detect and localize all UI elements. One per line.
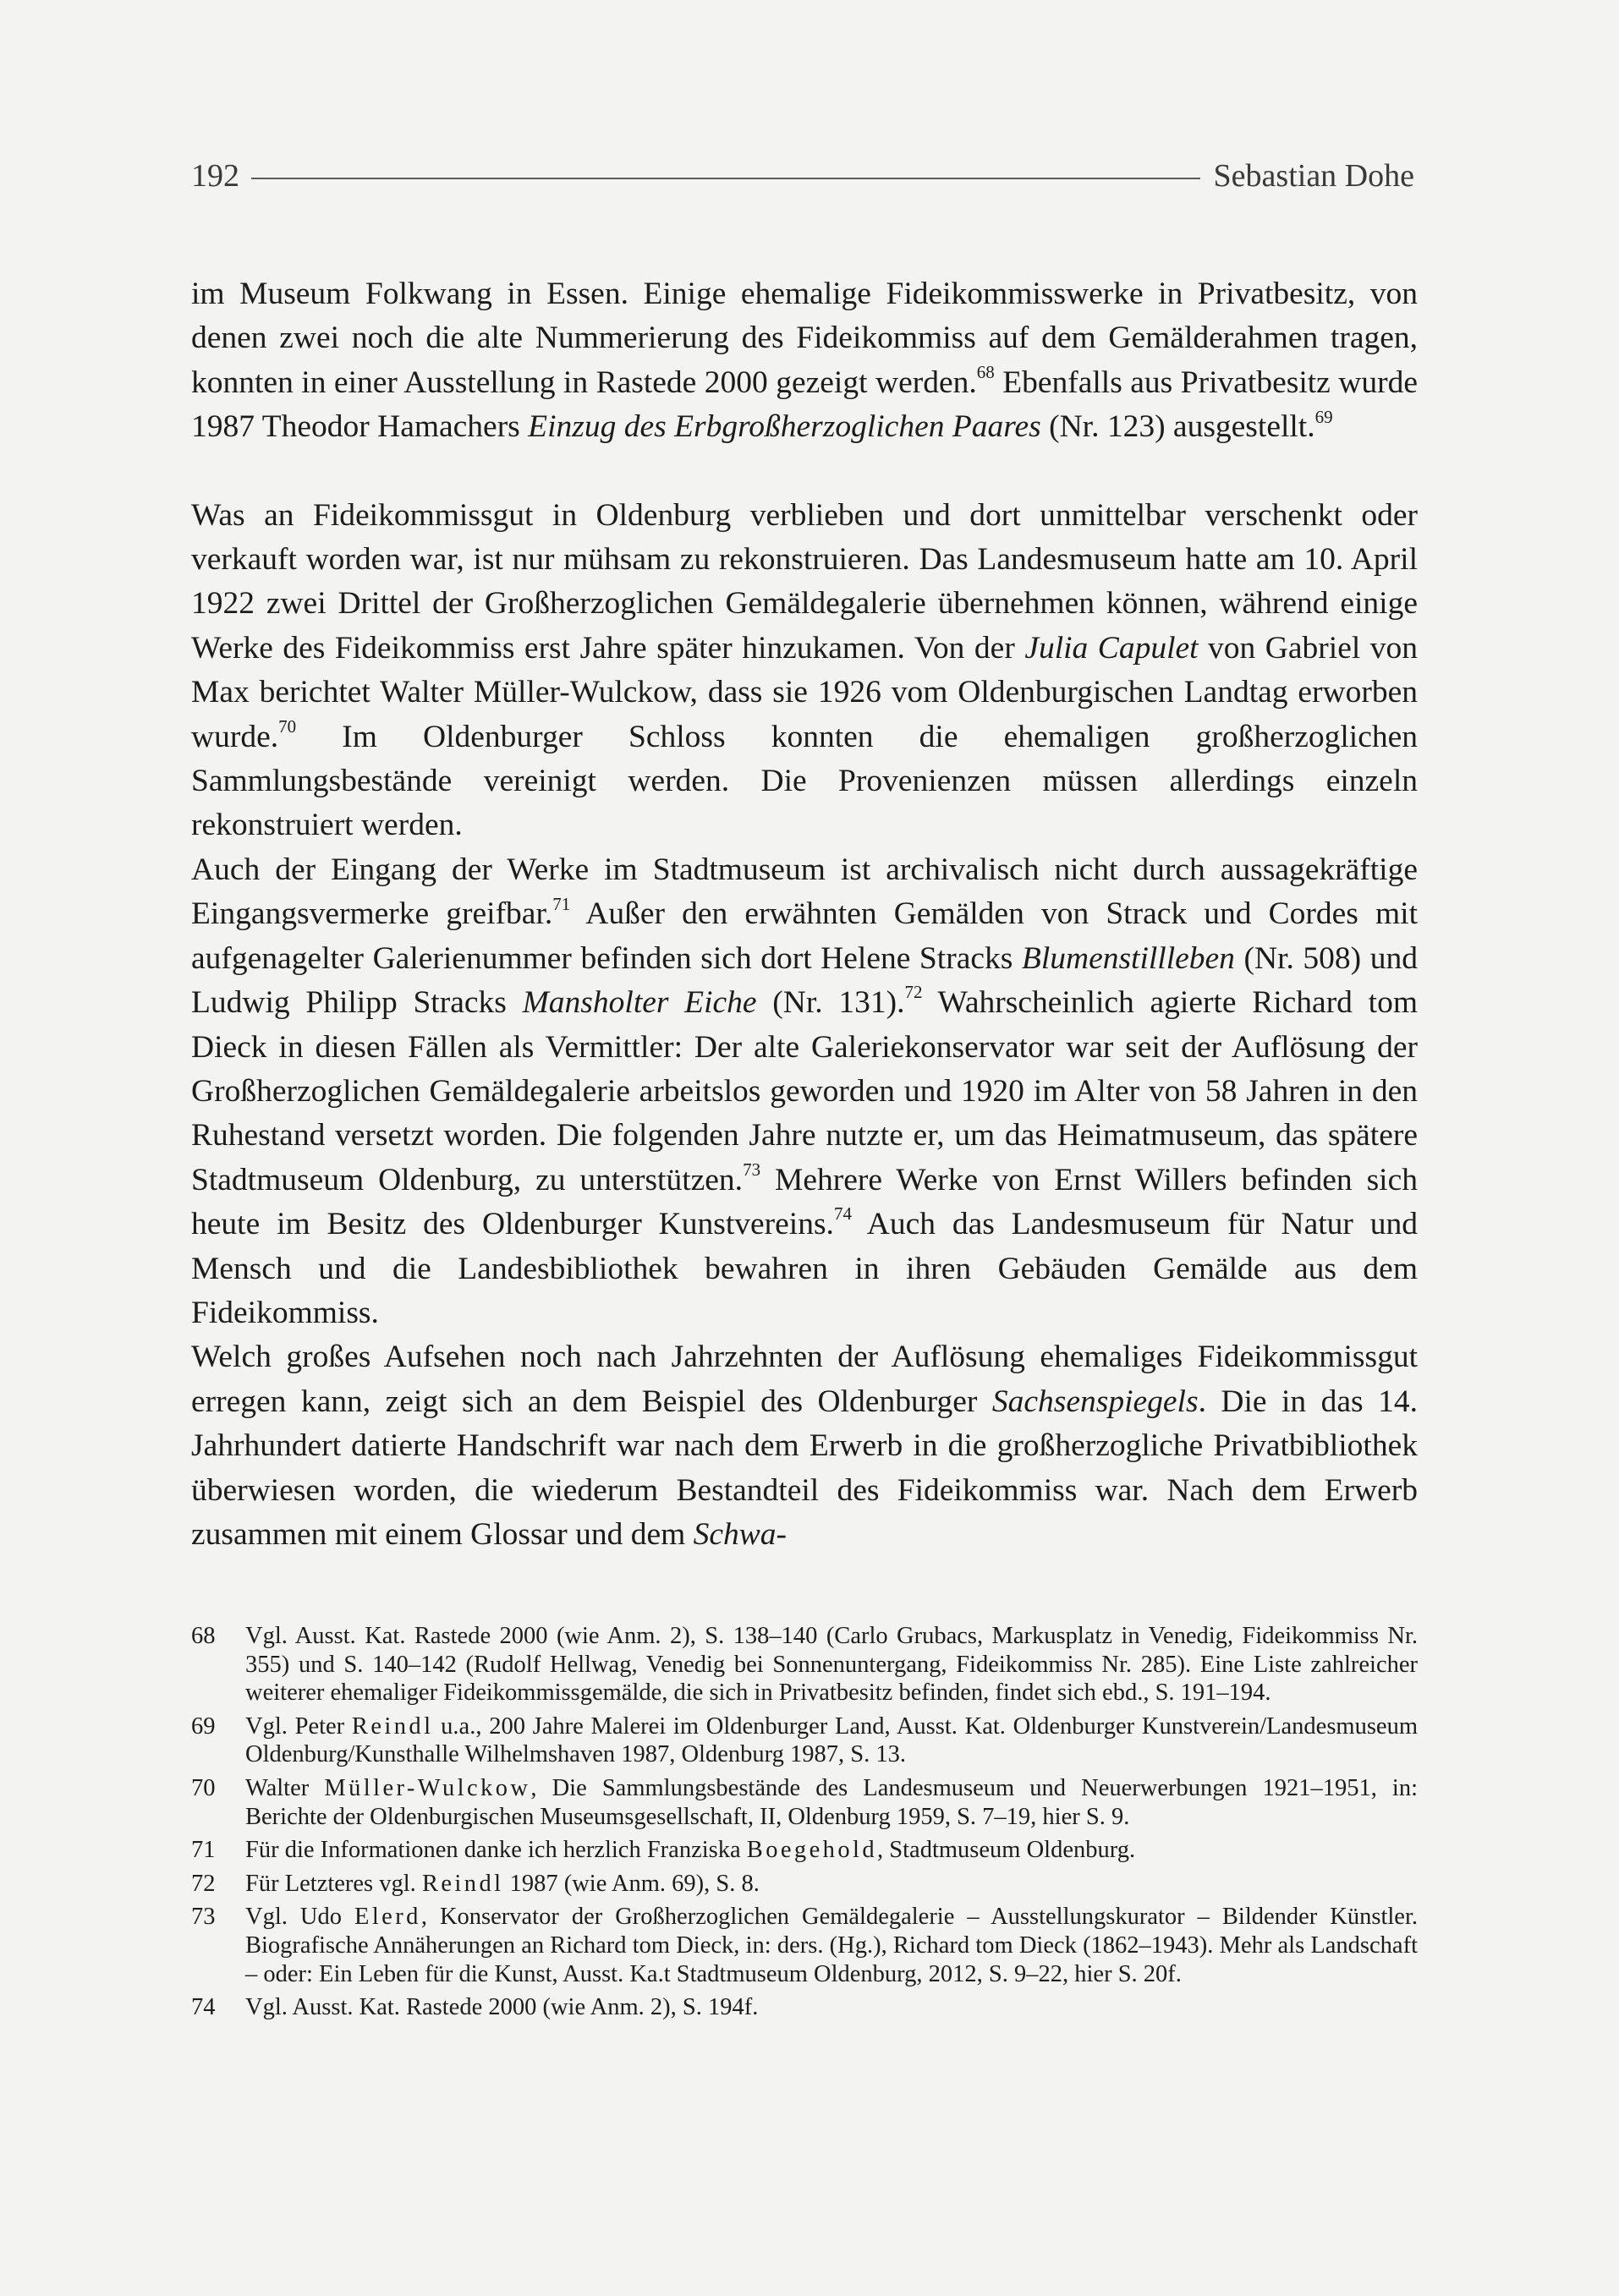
- footnote-text: Walter Müller-Wulckow, Die Sammlungsbestände des Landesmuseum und Neuerwerbungen 1921–1951, in: Berichte der Oldenburgischen Museumsgesellschaft, II, Oldenburg 1959, S. 7–19, hier S. 9.: [245, 1774, 1418, 1830]
- footnote-number: 70: [191, 1774, 216, 1801]
- footnote-text: Vgl. Peter Reindl u.a., 200 Jahre Malerei im Oldenburger Land, Ausst. Kat. Oldenburger Kunstverein/Landesmuseum Oldenburg/Kunsthalle Wilhelmshaven 1987, Oldenburg 1987, S. 13.: [245, 1712, 1418, 1768]
- author-surname: Elerd: [354, 1904, 421, 1931]
- footnote: [191, 1993, 1418, 2022]
- author-surname: Müller-Wulckow: [324, 1774, 531, 1801]
- footnote: [191, 1622, 1418, 1707]
- footnote-number: 68: [191, 1623, 216, 1649]
- main-text: [191, 272, 1418, 1557]
- manuscript-title: Sachsenspiegels: [991, 1384, 1199, 1419]
- paragraph-2: Was an Fideikommissgut in Oldenburg verblieben und dort unmittelbar verschenkt oder verkauft worden war, ist nur mühsam zu rekonstruieren. Das Landesmuseum hatte am 10. April 1922 zwei Drittel der Großherzoglichen Gemäldegalerie übernehmen können, während einige Werke des Fideikommiss erst Jahre später hinzukamen. Von der Julia Capulet von Gabriel von Max berichtet Walter Müller-Wulckow, dass sie 1926 vom Oldenburgischen Landtag erworben wurde.$^{70}$ Im Oldenburger Schloss konnten die ehemaligen großherzoglichen Sammlungsbestände vereinigt werden. Die Provenienzen müssen allerdings einzeln rekonstruiert werden.: [191, 497, 1419, 843]
- artwork-title: Einzug des Erbgroßherzoglichen Paares: [528, 409, 1041, 445]
- footnote-text: Vgl. Ausst. Kat. Rastede 2000 (wie Anm. 2), S. 194f.: [245, 1994, 759, 2021]
- author-name: Sebastian Dohe: [1213, 158, 1414, 194]
- manuscript-title-continued: Schwa-: [693, 1516, 788, 1552]
- author-surname: Reindl: [351, 1712, 434, 1740]
- author-surname: Reindl: [421, 1870, 504, 1897]
- footnote-ref-73[interactable]: 73: [743, 1159, 761, 1181]
- footnote-ref-68[interactable]: 68: [976, 362, 995, 383]
- artwork-title: Mansholter Eiche: [522, 985, 757, 1021]
- footnote-number: 72: [191, 1870, 216, 1897]
- footnote: [191, 1712, 1418, 1769]
- footnote: [191, 1903, 1418, 1988]
- footnote-number: 69: [191, 1712, 216, 1740]
- footnote-ref-74[interactable]: 74: [833, 1203, 852, 1225]
- footnote-text: Vgl. Ausst. Kat. Rastede 2000 (wie Anm. 2), S. 138–140 (Carlo Grubacs, Markusplatz in Venedig, Fideikommiss Nr. 355) und S. 140–142 (Rudolf Hellwag, Venedig bei Sonnenuntergang, Fideikommiss Nr. 285). Eine Liste zahlreicher weiterer ehemaliger Fideikommissgemälde, die sich in Privatbesitz befinden, findet sich ebd., S. 191–194.: [245, 1623, 1418, 1707]
- artwork-title: Blumenstillleben: [1021, 940, 1235, 976]
- footnote-ref-70[interactable]: 70: [278, 716, 297, 737]
- author-surname: Boegehold: [746, 1837, 878, 1864]
- footnote-ref-69[interactable]: 69: [1314, 406, 1333, 427]
- paragraph-4: Welch großes Aufsehen noch nach Jahrzehnten der Auflösung ehemaliges Fideikommissgut erregen kann, zeigt sich an dem Beispiel des Oldenburger Sachsenspiegels. Die in das 14. Jahrhundert datierte Handschrift war nach dem Erwerb in die großherzogliche Privatbibliothek überwiesen worden, die wiederum Bestandteil des Fideikommiss war. Nach dem Erwerb zusammen mit einem Glossar und dem Schwa-: [191, 1340, 1418, 1552]
- footnote-number: 74: [191, 1994, 216, 2021]
- footnote-text: Für Letzteres vgl. Reindl 1987 (wie Anm. 69), S. 8.: [245, 1870, 760, 1897]
- footnote-text: Vgl. Udo Elerd, Konservator der Großherzoglichen Gemäldegalerie – Ausstellungskurator – Bildender Künstler. Biografische Annäherungen an Richard tom Dieck, in: ders. (Hg.), Richard tom Dieck (1862–1943). Mehr als Landschaft – oder: Ein Leben für die Kunst, Ausst. Ka.t Stadtmuseum Oldenburg, 2012, S. 9–22, hier S. 20f.: [245, 1904, 1418, 1987]
- header-rule: [251, 178, 1200, 179]
- footnote-ref-71[interactable]: 71: [552, 893, 571, 914]
- footnote: [191, 1774, 1418, 1831]
- footnotes: [191, 1622, 1418, 2027]
- footnote-number: 73: [191, 1904, 216, 1931]
- footnote-number: 71: [191, 1837, 216, 1864]
- footnote-text: Für die Informationen danke ich herzlich Franziska Boegehold, Stadtmuseum Oldenburg.: [245, 1837, 1136, 1864]
- artwork-title: Julia Capulet: [1024, 630, 1199, 666]
- footnote: [191, 1870, 1418, 1899]
- running-head: [191, 157, 1414, 195]
- paragraph-1: im Museum Folkwang in Essen. Einige ehemalige Fideikommisswerke in Privatbesitz, von denen zwei noch die alte Nummerierung des Fideikommiss auf dem Gemälderahmen tragen, konnten in einer Ausstellung in Rastede 2000 gezeigt werden.$^{68}$ Ebenfalls aus Privatbesitz wurde 1987 Theodor Hamachers Einzug des Erbgroßherzoglichen Paares (Nr. 123) ausgestellt.$^{69}$: [191, 277, 1418, 445]
- paragraph-3: Auch der Eingang der Werke im Stadtmuseum ist archivalisch nicht durch aussagekräftige Eingangsvermerke greifbar.$^{71}$ Außer den erwähnten Gemälden von Strack und Cordes mit aufgenagelter Galerienummer befinden sich dort Helene Stracks Blumenstillleben (Nr. 508) und Ludwig Philipp Stracks Mansholter Eiche (Nr. 131).$^{72}$ Wahrscheinlich agierte Richard tom Dieck in diesen Fällen als Vermittler: Der alte Galeriekonservator war seit der Auflösung der Großherzoglichen Gemäldegalerie arbeitslos geworden und 1920 im Alter von 58 Jahren in den Ruhestand versetzt worden. Die folgenden Jahre nutzte er, um das Heimatmuseum, das spätere Stadtmuseum Oldenburg, zu unterstützen.$^{73}$ Mehrere Werke von Ernst Willers befinden sich heute im Besitz des Oldenburger Kunstvereins.$^{74}$ Auch das Landesmuseum für Natur und Mensch und die Landesbibliothek bewahren in ihren Gebäuden Gemälde aus dem Fideikommiss.: [191, 852, 1418, 1330]
- footnote-ref-72[interactable]: 72: [904, 982, 923, 1003]
- footnote: [191, 1836, 1418, 1865]
- page-number: 192: [191, 158, 239, 194]
